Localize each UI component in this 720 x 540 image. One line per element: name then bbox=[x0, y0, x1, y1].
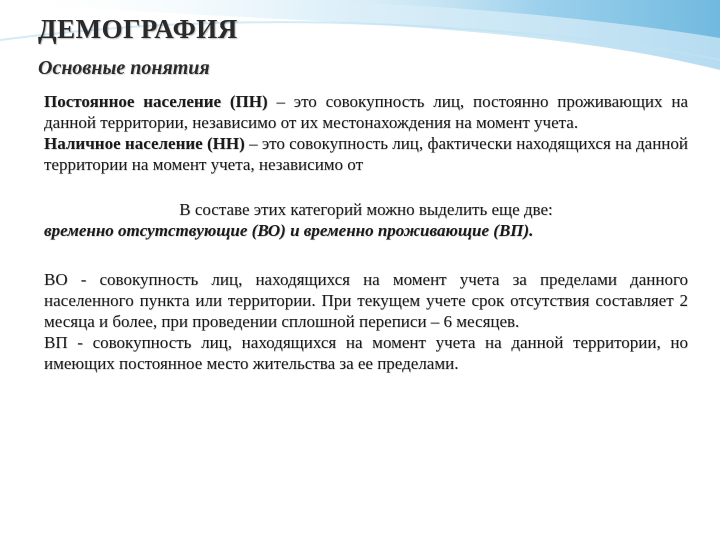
definition-nn bbox=[44, 133, 688, 175]
categories-names: временно отсутствующие (ВО) и временно проживающие (ВП). bbox=[44, 221, 534, 240]
definition-vo: ВО - совокупность лиц, находящихся на момент учета за пределами данного населенного пункта или территории. При текущем учете срок отсутствия составляет 2 месяца и более, при проведении сплошной переписи – 6 месяцев. bbox=[44, 270, 688, 331]
definition-nn-text: – это совокупность лиц, фактически находящихся на данной территории на момент учета, независимо от bbox=[44, 134, 688, 174]
page-subtitle: Основные понятия bbox=[38, 57, 210, 79]
definition-vp: ВП - совокупность лиц, находящихся на момент учета на данной территории, но имеющих постоянное место жительства за ее пределами. bbox=[44, 333, 688, 373]
page-title: ДЕМОГРАФИЯ bbox=[38, 14, 238, 44]
slide-body bbox=[44, 91, 688, 374]
categories-intro: В составе этих категорий можно выделить еще две: bbox=[179, 200, 553, 219]
definition-pn-text: – это совокупность лиц, постоянно проживающих на данной территории, независимо от их местонахождения на момент учета. bbox=[44, 92, 688, 132]
term-nn: Наличное население (НН) bbox=[44, 134, 245, 153]
term-pn: Постоянное население (ПН) bbox=[44, 92, 268, 111]
definition-pn bbox=[44, 91, 688, 133]
